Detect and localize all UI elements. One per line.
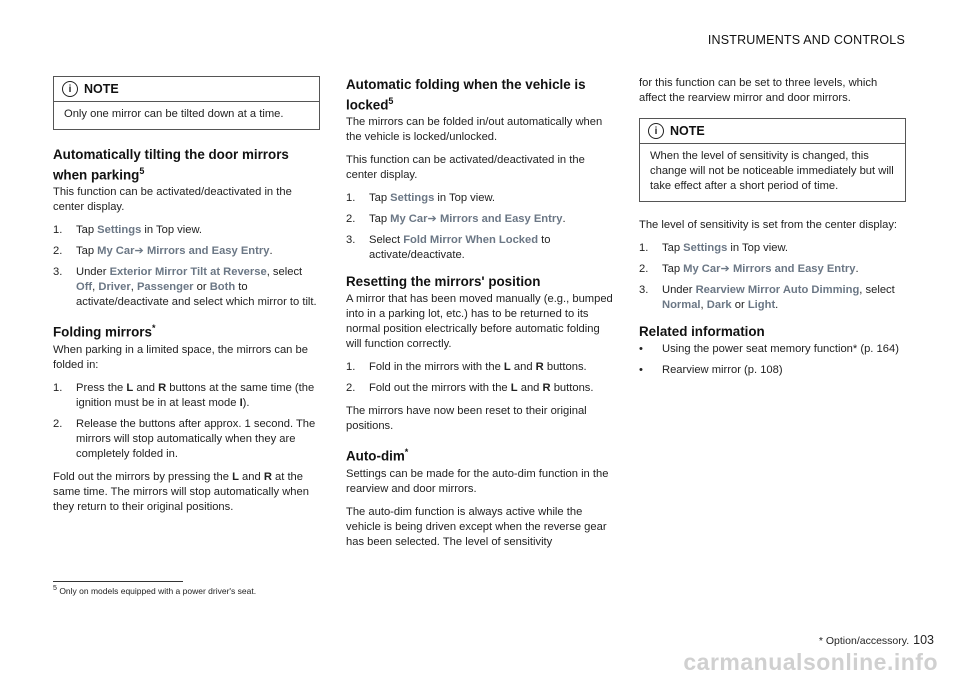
column-2 xyxy=(346,76,614,558)
page-footer xyxy=(819,633,934,647)
step-item: 3. Under Rearview Mirror Auto Dimming, select Normal, Dark or Light. xyxy=(639,284,895,311)
reset-steps xyxy=(346,360,614,396)
note-box xyxy=(53,76,320,130)
heading-resetting-mirrors: Resetting the mirrors' position xyxy=(346,274,541,290)
step-item: 2. Tap My Car➔ Mirrors and Easy Entry. xyxy=(53,245,273,258)
step-item: 3. Under Exterior Mirror Tilt at Reverse, select Off, Driver, Passenger or Both to activate/deactivate and select which mirror to tilt. xyxy=(53,266,317,309)
tilt-steps xyxy=(53,223,320,310)
info-circle-icon: i xyxy=(648,123,664,139)
footnote: $^5$ Only on models equipped with a power driver's seat. xyxy=(53,584,257,596)
step-item: 1. Tap Settings in Top view. xyxy=(639,242,789,254)
fold-out-text: Fold out the mirrors by pressing the L and R at the same time. The mirrors will stop automatically when they return to their original positions. xyxy=(53,470,309,513)
arrow-right-icon: ➔ xyxy=(720,263,730,275)
heading-automatic-folding: Automatic folding when the vehicle is locked$^5$ xyxy=(346,77,586,113)
autofold-steps xyxy=(346,191,614,263)
note-box xyxy=(639,118,906,202)
watermark-logo: carmanualsonline.info xyxy=(683,649,938,675)
heading-tilt-mirrors: Automatically tilting the door mirrors when parking$^5$ xyxy=(53,147,289,183)
note-label: NOTE xyxy=(84,81,119,96)
folding-steps xyxy=(53,381,320,462)
step-item: 3. Select Fold Mirror When Locked to activate/deactivate. xyxy=(346,234,551,262)
settings-link: Settings xyxy=(97,224,142,237)
autofold-p2: This function can be activated/deactivated in the center display. xyxy=(346,154,585,182)
tilt-intro: This function can be activated/deactivated in the center display. xyxy=(53,186,292,214)
level-steps xyxy=(639,241,906,313)
autodim-continued: for this function can be set to three levels, which affect the rearview mirror and door mirrors. xyxy=(639,77,878,104)
note-text: When the level of sensitivity is changed, this change will not be noticeable immediately but will take effect after a short period of time. xyxy=(650,150,894,192)
note-text: Only one mirror can be tilted down at a time. xyxy=(64,108,284,120)
step-item: 2. Tap My Car➔ Mirrors and Easy Entry. xyxy=(346,213,566,226)
note-header xyxy=(54,77,319,102)
reset-outro: The mirrors have now been reset to their original positions. xyxy=(346,405,587,433)
related-list xyxy=(639,342,906,378)
step-item: 1. Tap Settings in Top view. xyxy=(53,224,203,237)
column-3 xyxy=(639,76,906,384)
arrow-right-icon: ➔ xyxy=(427,213,437,226)
step-item: 2. Tap My Car➔ Mirrors and Easy Entry. xyxy=(639,263,859,275)
section-title: INSTRUMENTS AND CONTROLS xyxy=(707,33,905,47)
related-link-power-seat[interactable]: • Using the power seat memory function* (p. 164) xyxy=(639,343,899,355)
note-header xyxy=(640,119,905,144)
step-item: 1. Fold in the mirrors with the L and R buttons. xyxy=(346,361,587,374)
step-item: 1. Press the L and R buttons at the same time (the ignition must be in at least mode I). xyxy=(53,381,315,409)
reset-intro: A mirror that has been moved manually (e.g., bumped into in a parking lot, etc.) has to be returned to its normal position electrically before automatic folding will function correctly. xyxy=(346,293,613,351)
footnote-ref: 5 xyxy=(139,166,145,176)
arrow-right-icon: ➔ xyxy=(134,245,144,258)
heading-auto-dim: Auto-dim* xyxy=(346,447,409,464)
column-1 xyxy=(53,76,320,523)
page-number: 103 xyxy=(913,633,934,647)
option-accessory-note: * Option/accessory. xyxy=(818,635,910,647)
heading-folding-mirrors: Folding mirrors* xyxy=(53,323,156,340)
note-label: NOTE xyxy=(670,123,705,138)
info-circle-icon: i xyxy=(62,81,78,97)
related-link-rearview-mirror[interactable]: • Rearview mirror (p. 108) xyxy=(639,364,783,376)
heading-related-information: Related information xyxy=(639,324,765,339)
folding-intro: When parking in a limited space, the mirrors can be folded in: xyxy=(53,343,308,371)
autofold-intro: The mirrors can be folded in/out automatically when the vehicle is locked/unlocked. xyxy=(346,116,603,144)
autodim-p1: Settings can be made for the auto-dim function in the rearview and door mirrors. xyxy=(346,467,609,495)
step-item: 1. Tap Settings in Top view. xyxy=(346,192,496,205)
autodim-p2: The auto-dim function is always active while the vehicle is being driven except when the reverse gear has been selected. The level of sensitivity xyxy=(346,505,607,548)
step-item: 2. Release the buttons after approx. 1 second. The mirrors will stop automatically when they are completely folded in. xyxy=(53,417,316,460)
level-intro: The level of sensitivity is set from the center display: xyxy=(639,219,898,231)
step-item: 2. Fold out the mirrors with the L and R buttons. xyxy=(346,382,594,395)
footnote-rule xyxy=(53,581,183,582)
